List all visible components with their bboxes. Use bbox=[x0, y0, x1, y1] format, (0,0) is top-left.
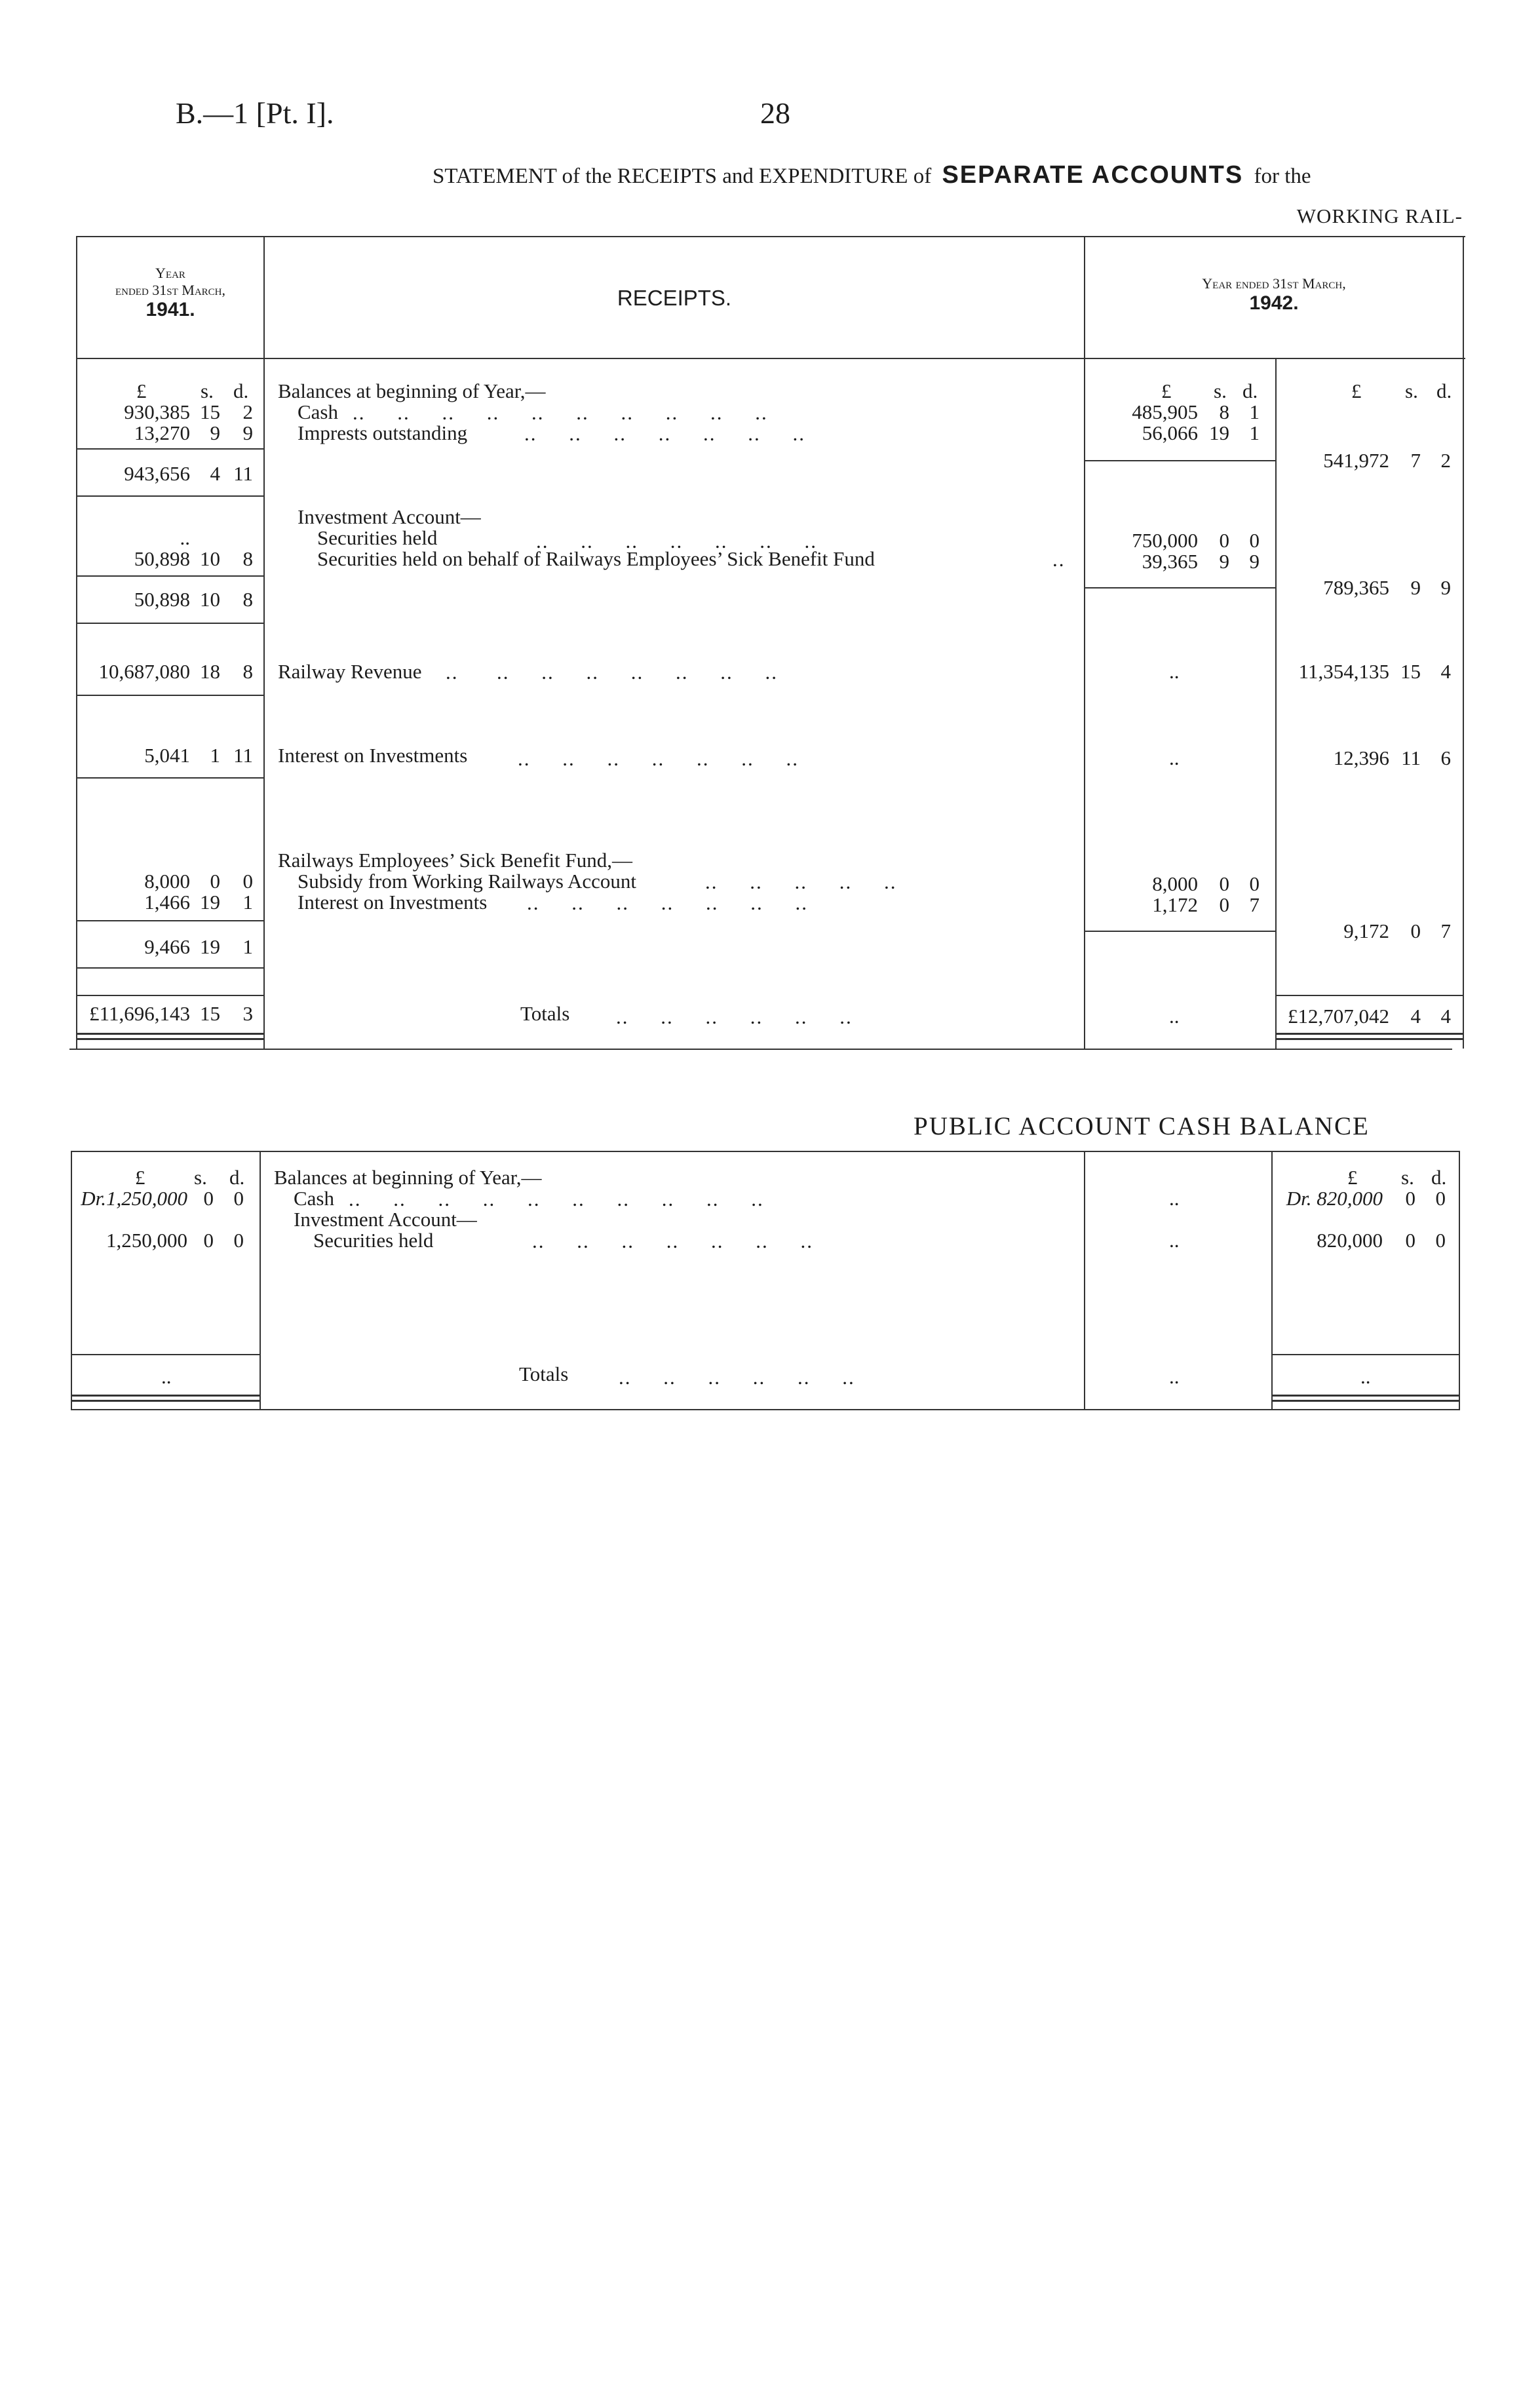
cur-subsidy-pence: 0 bbox=[1249, 872, 1260, 895]
cur-grand-total-detail: .. bbox=[1169, 1005, 1180, 1028]
prev-sick-total-pence: 1 bbox=[242, 935, 253, 958]
sick-securities-label: Securities held on behalf of Railways Employees’ Sick Benefit Fund bbox=[317, 547, 875, 570]
table2-bottom-rule bbox=[71, 1409, 1460, 1410]
leader-dots: .. .. .. .. .. .. .. bbox=[532, 1229, 813, 1252]
cur-sick-total-pounds: 9,172 bbox=[1343, 919, 1389, 942]
cur-imprests-pounds: 56,066 bbox=[1142, 421, 1198, 444]
cur-grand-total-shillings: 4 bbox=[1410, 1005, 1421, 1028]
cur-cash-pence: 1 bbox=[1249, 400, 1260, 423]
investment-heading: Investment Account— bbox=[298, 505, 481, 528]
leader-dots: .. .. .. .. .. bbox=[705, 870, 897, 893]
prev-interest-pounds: 5,041 bbox=[144, 744, 190, 767]
unit-pound-cur-detail: £ bbox=[1161, 379, 1172, 402]
prev-sick-interest-shillings: 19 bbox=[200, 891, 220, 914]
leader-dots: .. .. .. .. .. .. .. bbox=[527, 891, 808, 914]
unit-pound-cur: £ bbox=[1351, 379, 1362, 402]
t2-unit-s-prev: s. bbox=[194, 1166, 207, 1189]
prev-year-header bbox=[77, 265, 263, 321]
t2-unit-d-cur: d. bbox=[1431, 1166, 1447, 1189]
prev-revenue-shillings: 18 bbox=[200, 660, 220, 683]
cur-interest-shillings: 11 bbox=[1401, 746, 1421, 769]
cur-revenue-pounds: 11,354,135 bbox=[1298, 660, 1389, 683]
table2-top-rule bbox=[71, 1151, 1460, 1152]
cur-revenue-detail: .. bbox=[1169, 660, 1180, 683]
cur-securities-pounds: 750,000 bbox=[1132, 529, 1198, 552]
prev-sick-total-shillings: 19 bbox=[200, 935, 220, 958]
leader-dots: .. .. .. .. .. .. bbox=[616, 1005, 853, 1028]
cash-label: Cash bbox=[298, 400, 338, 423]
cur-interest-detail: .. bbox=[1169, 746, 1180, 769]
cur-sick-securities-shillings: 9 bbox=[1219, 550, 1229, 573]
t2-cur-cash-pounds bbox=[1273, 1187, 1383, 1210]
prev-sick-securities-shillings: 10 bbox=[200, 547, 220, 570]
prev-grand-total-pounds: £11,696,143 bbox=[89, 1002, 190, 1025]
unit-d-cur-detail: d. bbox=[1242, 379, 1258, 402]
t2-cur-cash-pounds-text: Dr. 820,000 bbox=[1286, 1187, 1383, 1210]
cur-investment-total-pence: 9 bbox=[1440, 576, 1451, 599]
cur-revenue-shillings: 15 bbox=[1400, 660, 1421, 683]
imprests-label: Imprests outstanding bbox=[298, 421, 468, 444]
cur-sick-interest-shillings: 0 bbox=[1219, 893, 1229, 916]
subsidy-label: Subsidy from Working Railways Account bbox=[298, 870, 637, 893]
receipts-header: RECEIPTS. bbox=[617, 286, 732, 310]
leader-dots: .. .. .. .. .. .. .. bbox=[524, 422, 805, 445]
t2-prev-cash-shillings: 0 bbox=[203, 1187, 214, 1210]
cur-imprests-shillings: 19 bbox=[1209, 421, 1229, 444]
title-suffix: for the bbox=[1254, 164, 1311, 188]
t2-cur-cash-shillings: 0 bbox=[1405, 1187, 1415, 1210]
prev-year-header-line2: ended 31st March, bbox=[115, 282, 226, 298]
cur-revenue-pence: 4 bbox=[1440, 660, 1451, 683]
t2-totals-label: Totals bbox=[519, 1362, 569, 1385]
cur-grand-total-pounds: £12,707,042 bbox=[1288, 1005, 1389, 1028]
prev-revenue-pence: 8 bbox=[242, 660, 253, 683]
t2-prev-total: .. bbox=[161, 1365, 172, 1388]
cur-sick-interest-pounds: 1,172 bbox=[1152, 893, 1198, 916]
prev-cash-pounds: 930,385 bbox=[124, 400, 190, 423]
t2-unit-d-prev: d. bbox=[229, 1166, 245, 1189]
prev-sick-interest-pounds: 1,466 bbox=[144, 891, 190, 914]
cur-year-header-year: 1942. bbox=[1249, 292, 1299, 314]
prev-imprests-pence: 9 bbox=[242, 421, 253, 444]
prev-grand-total-shillings: 15 bbox=[200, 1002, 220, 1025]
prev-investment-total-pounds: 50,898 bbox=[134, 588, 190, 611]
t2-unit-s-cur: s. bbox=[1401, 1166, 1414, 1189]
table-top-rule bbox=[76, 236, 1465, 237]
statement-title-line2: WORKING RAIL- bbox=[1296, 204, 1463, 227]
prev-cash-shillings: 15 bbox=[200, 400, 220, 423]
cur-year-header bbox=[1085, 275, 1463, 315]
statement-title bbox=[433, 161, 1311, 189]
unit-s-prev: s. bbox=[201, 379, 214, 402]
unit-d-prev: d. bbox=[233, 379, 249, 402]
t2-prev-securities-pence: 0 bbox=[233, 1229, 244, 1252]
unit-s-cur: s. bbox=[1405, 379, 1418, 402]
cur-cash-pounds: 485,905 bbox=[1132, 400, 1198, 423]
prev-subsidy-pence: 0 bbox=[242, 870, 253, 893]
cur-year-header-line1: Year ended 31st March, bbox=[1202, 275, 1346, 292]
prev-imprests-pounds: 13,270 bbox=[134, 421, 190, 444]
t2-cur-total: .. bbox=[1360, 1365, 1371, 1388]
header-rule bbox=[76, 358, 1465, 359]
t2-investment-heading: Investment Account— bbox=[294, 1208, 477, 1231]
prev-revenue-pounds: 10,687,080 bbox=[98, 660, 190, 683]
cur-sick-securities-pence: 9 bbox=[1249, 550, 1260, 573]
prev-balances-total-pounds: 943,656 bbox=[124, 462, 190, 485]
t2-cash-label: Cash bbox=[294, 1187, 334, 1210]
prev-securities-value: .. bbox=[180, 526, 190, 549]
prev-subsidy-pounds: 8,000 bbox=[144, 870, 190, 893]
unit-pound-prev: £ bbox=[136, 379, 147, 402]
t2-prev-cash-pence: 0 bbox=[233, 1187, 244, 1210]
t2-cur-securities-shillings: 0 bbox=[1405, 1229, 1415, 1252]
t2-prev-cash-pounds-text: Dr.1,250,000 bbox=[81, 1187, 187, 1210]
t2-cur-securities-detail: .. bbox=[1169, 1229, 1180, 1252]
t2-balances-heading: Balances at beginning of Year,— bbox=[274, 1166, 542, 1189]
prev-year-header-year: 1941. bbox=[145, 299, 195, 320]
prev-cash-pence: 2 bbox=[242, 400, 253, 423]
securities-label: Securities held bbox=[317, 526, 438, 549]
cur-subsidy-shillings: 0 bbox=[1219, 872, 1229, 895]
revenue-label: Railway Revenue bbox=[278, 660, 422, 683]
prev-sick-securities-pence: 8 bbox=[242, 547, 253, 570]
t2-prev-securities-shillings: 0 bbox=[203, 1229, 214, 1252]
title-prefix: STATEMENT of the RECEIPTS and EXPENDITURE of bbox=[433, 164, 932, 188]
page-number: 28 bbox=[760, 96, 790, 130]
t2-prev-cash-pounds bbox=[72, 1187, 187, 1210]
t2-cur-cash-detail: .. bbox=[1169, 1187, 1180, 1210]
title-bold: SEPARATE ACCOUNTS bbox=[942, 161, 1244, 189]
cur-subsidy-pounds: 8,000 bbox=[1152, 872, 1198, 895]
totals-label: Totals bbox=[520, 1002, 570, 1025]
cur-balances-total-pounds: 541,972 bbox=[1323, 449, 1389, 472]
t2-cur-cash-pence: 0 bbox=[1435, 1187, 1446, 1210]
t2-securities-label: Securities held bbox=[313, 1229, 434, 1252]
prev-interest-shillings: 1 bbox=[210, 744, 220, 767]
sick-interest-label: Interest on Investments bbox=[298, 891, 488, 914]
leader-dots: .. .. .. .. .. .. .. .. .. .. bbox=[353, 401, 768, 424]
prev-investment-total-pence: 8 bbox=[242, 588, 253, 611]
prev-sick-securities-pounds: 50,898 bbox=[134, 547, 190, 570]
prev-sick-interest-pence: 1 bbox=[242, 891, 253, 914]
cur-investment-total-pounds: 789,365 bbox=[1323, 576, 1389, 599]
t2-cur-securities-pounds: 820,000 bbox=[1317, 1229, 1383, 1252]
prev-interest-pence: 11 bbox=[233, 744, 253, 767]
t2-cur-total-detail: .. bbox=[1169, 1365, 1180, 1388]
cur-sick-total-pence: 7 bbox=[1440, 919, 1451, 942]
table-bottom-rule bbox=[69, 1049, 1452, 1050]
cur-sick-securities-pounds: 39,365 bbox=[1142, 550, 1198, 573]
cur-cash-shillings: 8 bbox=[1219, 400, 1229, 423]
prev-sick-total-pounds: 9,466 bbox=[144, 935, 190, 958]
t2-unit-pound-cur: £ bbox=[1347, 1166, 1358, 1189]
prev-balances-total-pence: 11 bbox=[233, 462, 253, 485]
prev-balances-total-shillings: 4 bbox=[210, 462, 220, 485]
cur-balances-total-shillings: 7 bbox=[1410, 449, 1421, 472]
cur-grand-total-pence: 4 bbox=[1440, 1005, 1451, 1028]
prev-imprests-shillings: 9 bbox=[210, 421, 220, 444]
balances-heading: Balances at beginning of Year,— bbox=[278, 379, 546, 402]
cur-interest-pence: 6 bbox=[1440, 746, 1451, 769]
t2-unit-pound-prev: £ bbox=[135, 1166, 145, 1189]
leader-dots: .. .. .. .. .. .. .. .. .. .. bbox=[349, 1187, 764, 1210]
cur-balances-total-pence: 2 bbox=[1440, 449, 1451, 472]
cur-investment-total-shillings: 9 bbox=[1410, 576, 1421, 599]
page-reference: B.—1 [Pt. I]. bbox=[176, 96, 334, 130]
prev-grand-total-pence: 3 bbox=[242, 1002, 253, 1025]
leader-dots: .. bbox=[1052, 548, 1066, 571]
cur-imprests-pence: 1 bbox=[1249, 421, 1260, 444]
cash-balance-title: PUBLIC ACCOUNT CASH BALANCE bbox=[914, 1112, 1370, 1140]
leader-dots: .. .. .. .. .. .. .. .. bbox=[446, 661, 778, 684]
leader-dots: .. .. .. .. .. .. bbox=[619, 1366, 855, 1389]
prev-investment-total-shillings: 10 bbox=[200, 588, 220, 611]
t2-prev-securities-pounds: 1,250,000 bbox=[106, 1229, 187, 1252]
cur-interest-pounds: 12,396 bbox=[1333, 746, 1389, 769]
interest-label: Interest on Investments bbox=[278, 744, 468, 767]
leader-dots: .. .. .. .. .. .. .. bbox=[536, 530, 817, 552]
cur-securities-pence: 0 bbox=[1249, 529, 1260, 552]
leader-dots: .. .. .. .. .. .. .. bbox=[518, 747, 799, 770]
sick-fund-heading: Railways Employees’ Sick Benefit Fund,— bbox=[278, 849, 632, 872]
unit-s-cur-detail: s. bbox=[1214, 379, 1227, 402]
cur-sick-interest-pence: 7 bbox=[1249, 893, 1260, 916]
cur-securities-shillings: 0 bbox=[1219, 529, 1229, 552]
prev-subsidy-shillings: 0 bbox=[210, 870, 220, 893]
t2-cur-securities-pence: 0 bbox=[1435, 1229, 1446, 1252]
unit-d-cur: d. bbox=[1436, 379, 1452, 402]
cur-sick-total-shillings: 0 bbox=[1410, 919, 1421, 942]
prev-year-header-line1: Year bbox=[155, 265, 185, 281]
